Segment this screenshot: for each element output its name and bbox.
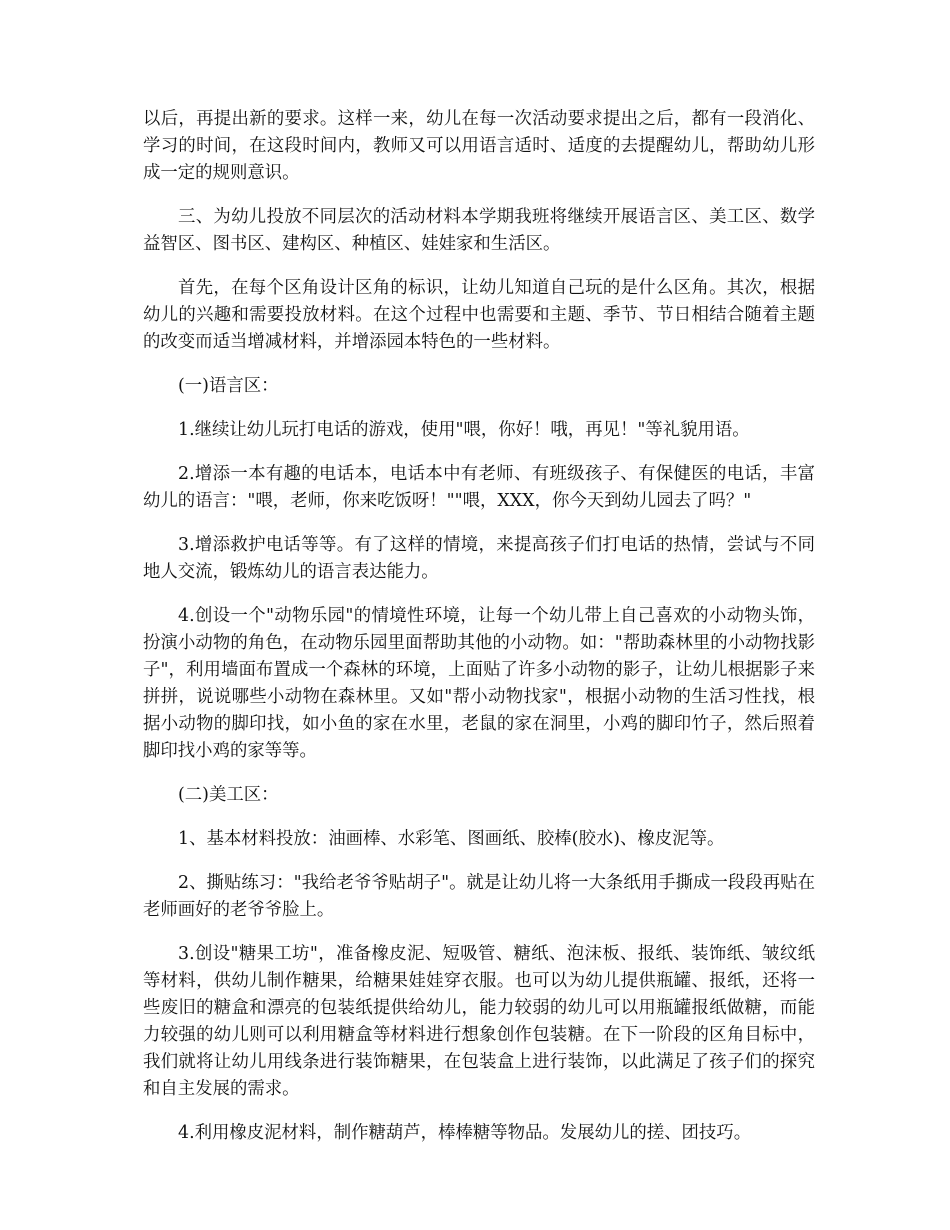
paragraph-language-2: 2.增添一本有趣的电话本，电话本中有老师、有班级孩子、有保健医的电话，丰富幼儿的语言："喂，老师，你来吃饭呀！""喂，XXX，你今天到幼儿园去了吗？" — [143, 464, 815, 511]
paragraph-art-1: 1、基本材料投放：油画棒、水彩笔、图画纸、胶棒(胶水)、橡皮泥等。 — [178, 829, 725, 849]
paragraph-continuation: 以后，再提出新的要求。这样一来，幼儿在每一次活动要求提出之后，都有一段消化、学习的时间，在这段时间内，教师又可以用语言适时、适度的去提醒幼儿，帮助幼儿形成一定的规则意识。 — [143, 109, 815, 183]
document-body — [143, 106, 815, 1164]
paragraph-section-three: 三、为幼儿投放不同层次的活动材料本学期我班将继续开展语言区、美工区、数学益智区、图书区、建构区、种植区、娃娃家和生活区。 — [143, 207, 815, 254]
paragraph-language-4: 4.创设一个"动物乐园"的情境性环境，让每一个幼儿带上自己喜欢的小动物头饰，扮演小动物的角色，在动物乐园里面帮助其他的小动物。如："帮助森林里的小动物找影子"，利用墙面布置成一个森林的环境，上面贴了许多小动物的影子，让幼儿根据影子来拼拼，说说哪些小动物在森林里。又如"帮小动物找家"，根据小动物的生活习性找，根据小动物的脚印找，如小鱼的家在水里，老鼠的家在洞里，小鸡的脚印竹子，然后照着脚印找小鸡的家等等。 — [143, 606, 815, 761]
heading-art-area: (二)美工区： — [178, 785, 279, 805]
heading-language-area: (一)语言区： — [178, 376, 279, 396]
paragraph-area-signs: 首先，在每个区角设计区角的标识，让幼儿知道自己玩的是什么区角。其次，根据幼儿的兴趣和需要投放材料。在这个过程中也需要和主题、季节、节日相结合随着主题的改变而适当增减材料，并增添园本特色的一些材料。 — [143, 278, 815, 352]
paragraph-art-2: 2、撕贴练习："我给老爷爷贴胡子"。就是让幼儿将一大条纸用手撕成一段段再贴在老师画好的老爷爷脸上。 — [143, 873, 815, 920]
paragraph-art-4: 4.利用橡皮泥材料，制作糖葫芦，棒棒糖等物品。发展幼儿的搓、团技巧。 — [178, 1123, 752, 1143]
paragraph-art-3: 3.创设"糖果工坊"，准备橡皮泥、短吸管、糖纸、泡沫板、报纸、装饰纸、皱纹纸等材料，供幼儿制作糖果，给糖果娃娃穿衣服。也可以为幼儿提供瓶罐、报纸，还将一些废旧的糖盒和漂亮的包装纸提供给幼儿，能力较弱的幼儿可以用瓶罐报纸做糖，而能力较强的幼儿则可以利用糖盒等材料进行想象创作包装糖。在下一阶段的区角目标中，我们就将让幼儿用线条进行装饰糖果，在包装盒上进行装饰，以此满足了孩子们的探究和自主发展的需求。 — [143, 944, 815, 1099]
paragraph-language-3: 3.增添救护电话等等。有了这样的情境，来提高孩子们打电话的热情，尝试与不同地人交流，锻炼幼儿的语言表达能力。 — [143, 535, 815, 582]
paragraph-language-1: 1.继续让幼儿玩打电话的游戏，使用"喂，你好！哦，再见！"等礼貌用语。 — [178, 420, 750, 440]
